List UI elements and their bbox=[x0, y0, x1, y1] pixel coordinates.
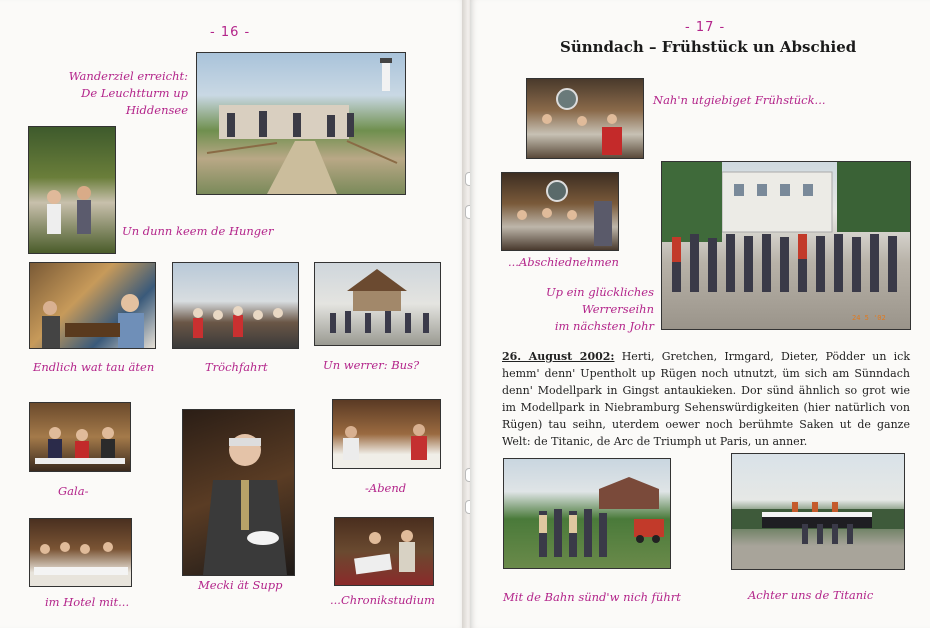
caption-titanic: Achter uns de Titanic bbox=[748, 588, 874, 602]
photo-restaurant-eating bbox=[29, 262, 156, 349]
paragraph-modellpark bbox=[502, 348, 910, 450]
photo-evening-dinner bbox=[332, 399, 441, 469]
caption-line: Werrerseihn bbox=[581, 302, 654, 316]
photo-boat-trip bbox=[172, 262, 299, 349]
photo-picnic-hunger bbox=[28, 126, 116, 254]
photo-model-train bbox=[503, 458, 671, 569]
photo-group-farewell bbox=[661, 161, 911, 330]
caption-line: Hiddensee bbox=[125, 103, 188, 117]
caption-line: De Leuchtturm up bbox=[81, 86, 188, 100]
caption-fruehstueck: Nah'n utgiebiget Frühstück... bbox=[653, 93, 826, 107]
photo-gala-dinner bbox=[29, 402, 131, 472]
photo-farewell bbox=[501, 172, 619, 251]
page-title: Sünndach – Frühstück un Abschied bbox=[560, 38, 857, 56]
caption-troechfahrt: Tröchfahrt bbox=[205, 360, 268, 374]
caption-line: Up ein glückliches bbox=[545, 285, 654, 299]
right-page bbox=[470, 0, 930, 628]
caption-bahn: Mit de Bahn sünd'w nich führt bbox=[503, 590, 681, 604]
caption-abend: -Abend bbox=[365, 481, 407, 495]
caption-hotel: im Hotel mit... bbox=[45, 595, 130, 609]
photo-hotel-dinner bbox=[29, 518, 132, 587]
photo-lighthouse-group bbox=[196, 52, 406, 195]
caption-line: im nächsten Johr bbox=[554, 319, 654, 333]
photo-chronicle-reading bbox=[334, 517, 434, 586]
paragraph-date: 26. August 2002: bbox=[502, 350, 615, 363]
caption-chronik: ...Chronikstudium bbox=[330, 593, 435, 607]
paragraph-text: Herti, Gretchen, Irmgard, Dieter, Pödder un ick hemm' denn' Upentholt up Rügen noch utnutzt, üm sich am Sünndach denn' Modellpark in Gingst antaukieken. Dor sünd ähnlich so grot wie im Modellpark in Niebramburg Sehenswürdigkeiten (hier natürlich von Rügen) tau seihn, uterdem oewer noch berühmte Saken ut de ganze Welt: de Titanic, de Arc de Triumph ut Paris, un anner. bbox=[502, 350, 910, 448]
photo-bus-stop bbox=[314, 262, 441, 346]
caption-abschied: ...Abschiednehmen bbox=[508, 255, 619, 269]
caption-supp: Mecki ät Supp bbox=[198, 578, 283, 592]
photo-breakfast bbox=[526, 78, 644, 159]
caption-hunger: Un dunn keem de Hunger bbox=[122, 224, 274, 238]
caption-bus: Un werrer: Bus? bbox=[323, 358, 420, 372]
page-number: - 16 - bbox=[210, 25, 251, 40]
caption-line: Wanderziel erreicht: bbox=[68, 69, 188, 83]
photo-mecki-soup bbox=[182, 409, 295, 576]
photo-titanic-model bbox=[731, 453, 905, 570]
caption-wanderziel bbox=[30, 68, 188, 119]
caption-gala: Gala- bbox=[58, 484, 89, 498]
photo-date-stamp: 24 5 '02 bbox=[852, 314, 886, 322]
page-number: - 17 - bbox=[685, 20, 726, 35]
caption-wiedersehen bbox=[510, 284, 654, 335]
caption-aeten: Endlich wat tau äten bbox=[33, 360, 155, 374]
